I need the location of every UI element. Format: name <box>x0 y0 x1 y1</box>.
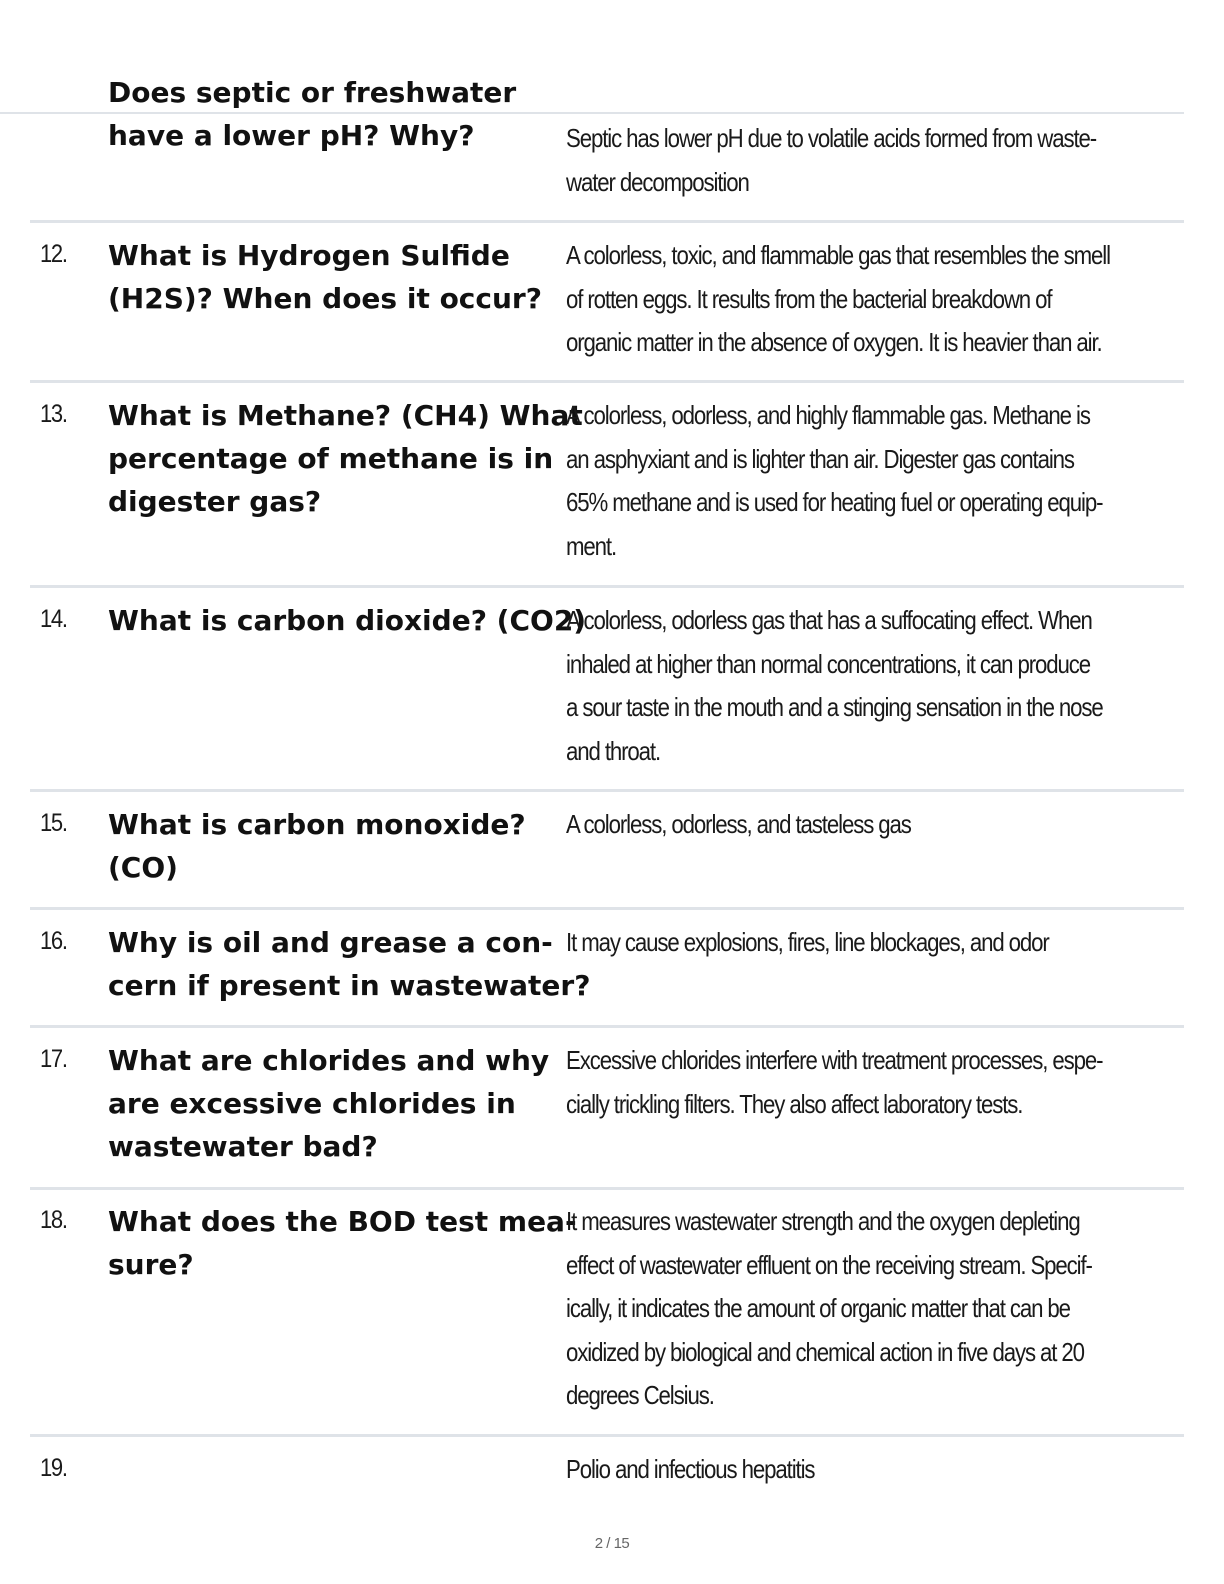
term-line: Does septic or freshwater <box>108 76 517 109</box>
card-definition <box>566 1448 1166 1492</box>
card-definition <box>566 599 1166 773</box>
card-term <box>108 234 568 320</box>
card-definition <box>566 921 1166 965</box>
definition-line: A colorless, toxic, and flammable gas that resembles the smell <box>566 240 1110 270</box>
definition-line: an asphyxiant and is lighter than air. Digester gas contains <box>566 443 1074 474</box>
card-term <box>108 1200 577 1286</box>
term-line: What is carbon dioxide? (CO2) <box>108 604 587 637</box>
term-line: What is Hydrogen Sulfide <box>108 239 510 272</box>
card-definition <box>566 1200 1166 1418</box>
card-definition <box>566 117 1166 204</box>
definition-line: water decomposition <box>566 166 749 197</box>
card-number: 17. <box>40 1045 67 1073</box>
definition-line: It may cause explosions, fires, line blockages, and odor <box>566 927 1049 957</box>
definition-line: A colorless, odorless, and highly flammable gas. Methane is <box>566 400 1090 430</box>
card-number: 14. <box>40 605 67 633</box>
card-number: 18. <box>40 1206 67 1234</box>
definition-line: A colorless, odorless, and tasteless gas <box>566 809 911 839</box>
definition-line: oxidized by biological and chemical action in five days at 20 <box>566 1336 1084 1367</box>
flashcard-page <box>30 0 1184 1584</box>
definition-line: of rotten eggs. It results from the bacterial breakdown of <box>566 283 1052 314</box>
divider <box>30 907 1184 910</box>
definition-line: inhaled at higher than normal concentrations, it can produce <box>566 648 1091 679</box>
term-line: (H2S)? When does it occur? <box>108 282 542 315</box>
definition-line: and throat. <box>566 735 661 766</box>
card-definition <box>566 234 1166 365</box>
card-term <box>108 599 587 642</box>
card-number: 15. <box>40 809 67 837</box>
definition-line: cially trickling filters. They also affect laboratory tests. <box>566 1088 1023 1119</box>
divider <box>30 585 1184 588</box>
divider <box>30 789 1184 792</box>
card-definition <box>566 1039 1166 1126</box>
term-line: wastewater bad? <box>108 1130 378 1163</box>
divider <box>0 112 1184 114</box>
definition-line: Septic has lower pH due to volatile acids formed from waste- <box>566 123 1097 153</box>
term-line: have a lower pH? Why? <box>108 119 475 152</box>
card-number: 13. <box>40 400 67 428</box>
term-line: are excessive chlorides in <box>108 1087 516 1120</box>
divider <box>30 1025 1184 1028</box>
card-number: 16. <box>40 927 67 955</box>
term-line: digester gas? <box>108 485 322 518</box>
divider <box>30 1187 1184 1190</box>
definition-line: A colorless, odorless gas that has a suffocating effect. When <box>566 605 1092 635</box>
divider <box>30 380 1184 383</box>
card-term <box>108 921 591 1007</box>
card-definition <box>566 394 1166 568</box>
card-term <box>108 394 583 523</box>
term-line: percentage of methane is in <box>108 442 554 475</box>
term-line: Why is oil and grease a con- <box>108 926 553 959</box>
divider <box>30 1434 1184 1437</box>
term-line: What are chlorides and why <box>108 1044 550 1077</box>
definition-line: Polio and infectious hepatitis <box>566 1454 815 1484</box>
definition-line: effect of wastewater effluent on the receiving stream. Specif- <box>566 1249 1092 1280</box>
term-line: What is Methane? (CH4) What <box>108 399 583 432</box>
term-line: What is carbon monoxide? <box>108 808 526 841</box>
definition-line: It measures wastewater strength and the oxygen depleting <box>566 1206 1080 1236</box>
definition-line: degrees Celsius. <box>566 1380 714 1410</box>
card-definition <box>566 803 1166 847</box>
definition-line: a sour taste in the mouth and a stinging sensation in the nose <box>566 692 1103 722</box>
definition-line: organic matter in the absence of oxygen. It is heavier than air. <box>566 327 1102 357</box>
page-indicator: 2 / 15 <box>594 1535 630 1552</box>
card-term <box>108 803 568 889</box>
term-line: sure? <box>108 1248 194 1281</box>
card-term <box>108 71 568 157</box>
divider <box>30 220 1184 223</box>
term-line: cern if present in wastewater? <box>108 969 591 1002</box>
term-line: (CO) <box>108 851 178 884</box>
card-number: 12. <box>40 240 67 268</box>
card-number: 19. <box>40 1454 67 1482</box>
term-line: What does the BOD test mea- <box>108 1205 577 1238</box>
definition-line: ically, it indicates the amount of organic matter that can be <box>566 1293 1070 1323</box>
definition-line: Excessive chlorides interfere with treatment processes, espe- <box>566 1045 1103 1075</box>
definition-line: 65% methane and is used for heating fuel or operating equip- <box>566 487 1103 517</box>
card-term <box>108 1039 568 1168</box>
definition-line: ment. <box>566 530 617 561</box>
